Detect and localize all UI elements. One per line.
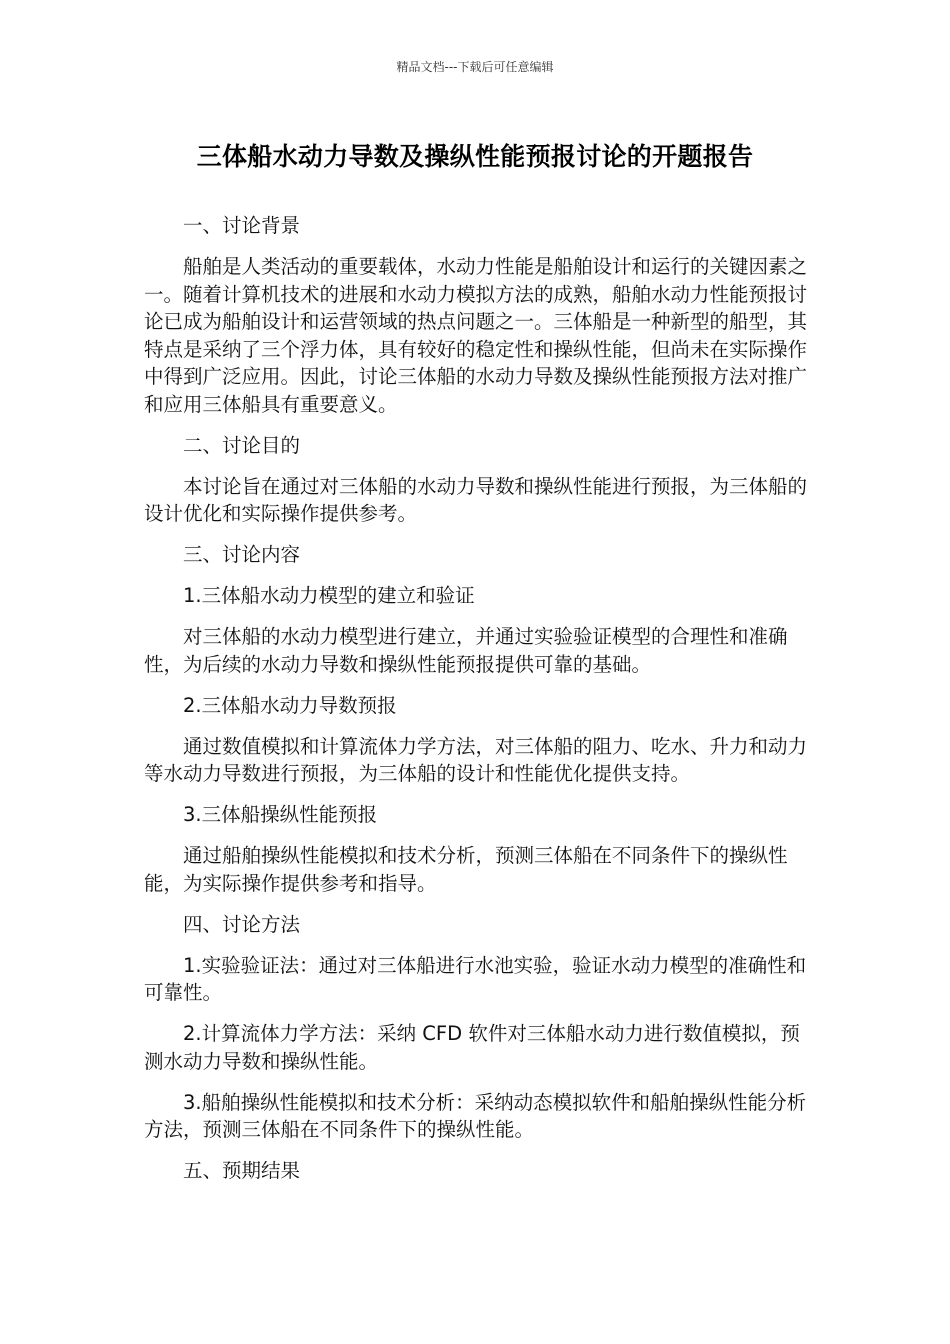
purpose-paragraph: 本讨论旨在通过对三体船的水动力导数和操纵性能进行预报，为三体船的设计优化和实际操作提供参考。 [144,474,808,525]
section-heading-purpose: 二、讨论目的 [183,433,301,457]
model-paragraph: 对三体船的水动力模型进行建立，并通过实验验证模型的合理性和准确性，为后续的水动力导数和操纵性能预报提供可靠的基础。 [144,625,788,676]
background-paragraph: 船舶是人类活动的重要载体，水动力性能是船舶设计和运行的关键因素之一。随着计算机技术的进展和水动力模拟方法的成熟，船舶水动力性能预报讨论已成为船舶设计和运营领域的热点问题之一。三体船是一种新型的船型，其特点是采纳了三个浮力体，具有较好的稳定性和操纵性能，但尚未在实际操作中得到广泛应用。因此，讨论三体船的水动力导数及操纵性能预报方法对推广和应用三体船具有重要意义。 [144,255,808,416]
maneuverability-paragraph: 通过船舶操纵性能模拟和技术分析，预测三体船在不同条件下的操纵性能，为实际操作提供参考和指导。 [144,844,788,895]
method-1-paragraph: 1.实验验证法：通过对三体船进行水池实验，验证水动力模型的准确性和可靠性。 [144,953,807,1004]
document-title: 三体船水动力导数及操纵性能预报讨论的开题报告 [196,142,754,171]
page-header-note: 精品文档---下载后可任意编辑 [396,60,554,74]
method-3-paragraph: 3.船舶操纵性能模拟和技术分析：采纳动态模拟软件和船舶操纵性能分析方法，预测三体船在不同条件下的操纵性能。 [144,1090,807,1141]
section-heading-methods: 四、讨论方法 [183,912,301,936]
section-heading-results: 五、预期结果 [183,1159,301,1182]
section-heading-background: 一、讨论背景 [183,214,301,237]
subheading-model: 1.三体船水动力模型的建立和验证 [183,584,475,607]
section-heading-content: 三、讨论内容 [183,543,301,566]
document-body [144,212,812,1198]
subheading-maneuverability: 3.三体船操纵性能预报 [183,803,378,826]
derivatives-paragraph: 通过数值模拟和计算流体力学方法，对三体船的阻力、吃水、升力和动力等水动力导数进行预报，为三体船的设计和性能优化提供支持。 [144,734,808,785]
method-2-paragraph: 2.计算流体力学方法：采纳 CFD 软件对三体船水动力进行数值模拟，预测水动力导数和操纵性能。 [144,1022,800,1073]
subheading-derivatives: 2.三体船水动力导数预报 [183,693,397,717]
